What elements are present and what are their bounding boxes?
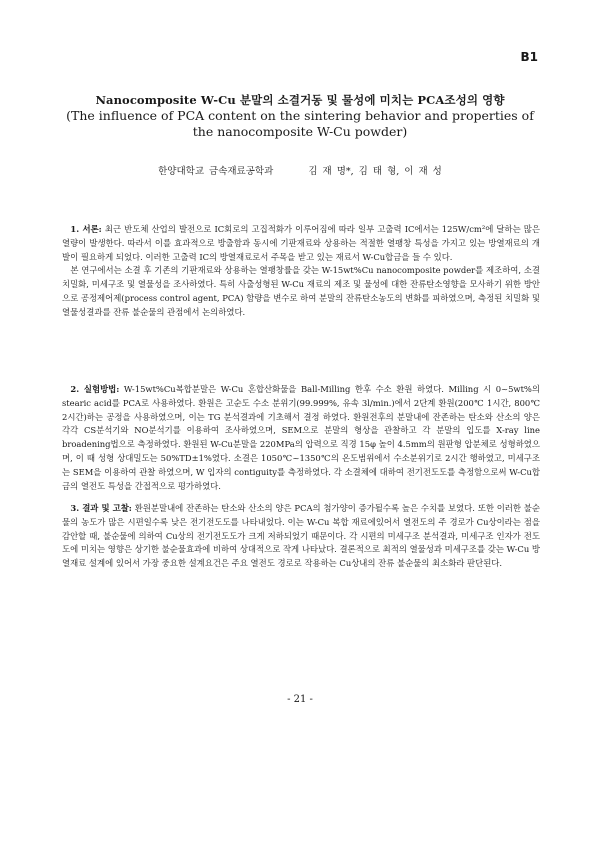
title-korean: Nanocomposite W-Cu 분말의 소결거동 및 물성에 미치는 PCA조성의 영향 bbox=[95, 93, 505, 107]
section-heading: 1. 서론: bbox=[70, 224, 102, 234]
section-heading: 3. 결과 및 고찰: bbox=[70, 503, 132, 513]
author-names: 김 재 명*, 김 태 형, 이 재 성 bbox=[308, 166, 442, 177]
author-block bbox=[80, 163, 520, 177]
page-number: - 21 - bbox=[287, 694, 313, 705]
results-paragraph bbox=[62, 502, 540, 571]
title-english-line2: the nanocomposite W-Cu powder) bbox=[192, 124, 408, 139]
title-english bbox=[60, 108, 540, 140]
paragraph-text: 본 연구에서는 소결 후 기존의 기판재료와 상용하는 열팽창률을 갖는 W-15wt%Cu nanocomposite powder를 제조하여, 소결치밀화, 미세구조 및 열물성을 조사하였다. 특히 사출성형된 W-Cu 재료의 제조 및 물성에 대한 잔류탄소영향을 모사하기 위한 방안으로 공정제어제(process control agent, PCA) 함량을 변수로 하여 분말의 잔류탄소농도의 변화를 피하였으며, 측정된 치밀화 및 열물성결과를 잔류 불순물의 관점에서 논의하였다. bbox=[62, 265, 540, 317]
paragraph-text: 최근 반도체 산업의 발전으로 IC회로의 고집적화가 이루어짐에 따라 일부 고출력 IC에서는 125W/cm²에 달하는 많은 열량이 발생한다. 따라서 이를 효과적으로 방출함과 동시에 기판재료와 상용하는 적절한 열팽창 특성을 가지고 있는 방열재료의 개발이 필요하게 되었다. 이러한 고출력 IC의 방열재료로서 주목을 받고 있는 재료서 W-Cu합금을 들 수 있다. bbox=[62, 224, 540, 262]
paragraph-text: W-15wt%Cu복합분말은 W-Cu 혼합산화물을 Ball-Milling 한후 수소 환원 하였다. Milling 시 0~5wt%의 stearic acid를 PCA로 사용하였다. 환원은 고순도 수소 분위기(99.999%, 유속 3l/min.)에서 2단계 환원(200℃ 1시간, 800℃ 2시간)하는 공정을 사용하였으며, 이는 TG 분석결과에 기초해서 결정 하였다. 환원전후의 분말내에 잔존하는 탄소와 산소의 양은 각각 CS분석기와 NO분석기를 이용하여 조사하였으며, SEM으로 분말의 형상을 관찰하고 각 분말의 입도를 X-ray line broadening법으로 측정하였다. 환원된 W-Cu분말을 220MPa의 압력으로 직경 15φ 높이 4.5mm의 원판형 압분체로 성형하였으며, 이 때 성형 상대밀도는 50%TD±1%였다. 소결은 1050℃~1350℃의 온도범위에서 수소분위기로 2시간 행하였고, 미세구조는 SEM을 이용하여 관찰 하였으며, W 입자의 contiguity를 측정하였다. 각 소결체에 대하여 전기전도도를 측정함으로써 W-Cu합금의 열전도 특성을 간접적으로 평가하였다. bbox=[62, 384, 540, 491]
intro-paragraph-2 bbox=[62, 264, 540, 319]
section-methods bbox=[62, 383, 540, 493]
section-heading: 2. 실험방법: bbox=[70, 384, 120, 394]
methods-paragraph bbox=[62, 383, 540, 493]
section-introduction bbox=[62, 223, 540, 320]
paragraph-text: 환원분말내에 잔존하는 탄소와 산소의 양은 PCA의 첨가양이 증가될수록 높은 수치를 보였다. 또한 이러한 불순물의 농도가 많은 시편일수록 낮은 전기전도도를 나타내었다. 이는 W-Cu 복합 재료에있어서 열전도의 주 경로가 Cu상이라는 점을 감안할 때, 불순물에 의하여 Cu상의 전기전도도가 크게 저하되었기 때문이다. 각 시편의 미세구조 분석결과, 미세구조 인자가 전도도에 미치는 영향은 상기한 불순물효과에 비하여 상대적으로 작게 나타났다. 결론적으로 최적의 열물성과 미세구조를 갖는 W-Cu 방열재료 설계에 있어서 가장 중요한 설계요건은 주요 열전도 경로로 작용하는 Cu상내의 잔류 불순물의 최소화라 판단된다. bbox=[62, 503, 540, 569]
intro-paragraph-1 bbox=[62, 223, 540, 264]
page-code: B1 bbox=[520, 50, 538, 64]
affiliation: 한양대학교 금속재료공학과 bbox=[158, 166, 274, 177]
section-results bbox=[62, 502, 540, 571]
title-english-line1: (The influence of PCA content on the sintering behavior and properties of bbox=[66, 108, 534, 123]
